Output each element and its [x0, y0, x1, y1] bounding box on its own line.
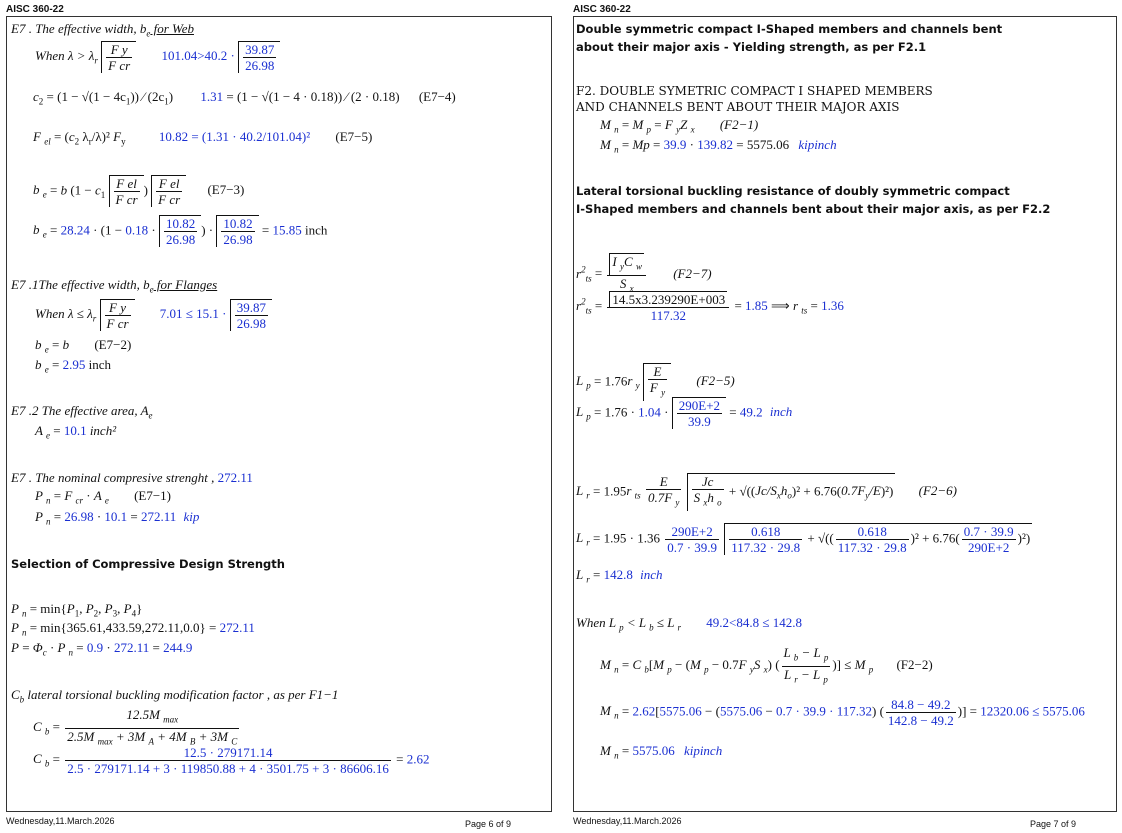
lr-formula: L $_r$ = 1.95r $_{ts}$ $\frac{E}{0.7F _y}$ $\frac{Jc}{S _xh _o}$ + $√((Jc/S_xh_o)^2 + 6.76(0.7F_y/E)^2)$ (F2−6) — [576, 473, 957, 511]
flange-title: E7 .1The effective width, $b_e$ for Flanges — [11, 277, 218, 295]
c2-equation: $c_2 = (1 - √(1 - 4c_1))$ ⁄ $(2c_1) 1.31 = (1 - √(1 - 4 \cdot 0.18))$ ⁄ (2 · 0.18) (E7−4) — [33, 89, 456, 107]
cb-formula: C $_b$ = 12.5M $_{max}$ 2.5M $_{max}$ + 3M $_A$ + 4M $_B$ + 3M $_C$ — [33, 707, 238, 747]
pn-formula: P $_n$ = F $_{cr}$ · A $_e$ (E7−1) — [35, 488, 172, 506]
yield-title-1: Double symmetric compact I-Shaped members and channels bent — [576, 22, 1003, 36]
mn-mp-formula: M $_n$ = M $_p$ = F $_y$Z $_x$ (F2−1) — [600, 117, 759, 135]
left-footer-page: Page 6 of 9 — [465, 819, 512, 829]
right-page-header: AISC 360-22 — [573, 4, 631, 15]
when-lp-lr: When L $_p$ < L $_b$ ≤ L $_r$ 49.2<84.8 ≤ 142.8 — [576, 615, 803, 633]
right-footer-page: Page 7 of 9 — [1030, 819, 1077, 829]
right-page — [573, 16, 1117, 812]
right-footer-date: Wednesday,11.March.2026 — [573, 816, 682, 826]
web-title: E7 . The effective width, $b_e$ for Web — [11, 21, 194, 39]
rts-value: $r^2_{ts}$ = $\frac{14.5x3.239290E+003}{117.32}$ = 1.85 ⟹ r $_{ts}$ = 1.36 — [576, 292, 844, 323]
fel-equation: F $_{el} = (c_2$ $\lambda_r/\lambda)^2$ $F_y$ 10.82 = (1.31 · 40.2/101.04)² (E7−5) — [33, 129, 373, 147]
selection-title: Selection of Compressive Design Strength — [11, 557, 285, 571]
pn-value: P $_n$ = 26.98 · 10.1 = 272.11 kip — [35, 509, 200, 527]
pmin-formula: P $_n = \min\{P_1$, $P_2$, $P_3$, $P_4$} — [11, 601, 143, 619]
lp-formula: L $_p$ = 1.76r $_y$ $\frac{E}{F _y}$ (F2−5) — [576, 363, 735, 401]
when-condition: When $\lambda > \lambda_r$ $\frac{\text{F y}}{\text{F cr}}$ 101.04>40.2 · $\frac{39.87}{26.98}$ — [35, 41, 280, 73]
yield-title-2: about their major axis - Yielding strength, as per F2.1 — [576, 40, 927, 54]
ltb-title-2: I-Shaped members and channels bent about their major axis, as per F2.2 — [576, 202, 1051, 216]
left-page — [6, 16, 552, 812]
be2-value: b $_e$ = 2.95 inch — [35, 357, 111, 375]
phi-value: $P = \Phi_c \cdot P$ $_n$ = 0.9 · 272.11 = 244.9 — [11, 640, 193, 658]
f2-heading-1: F2. DOUBLE SYMETRIC COMPACT I SHAPED MEMBERS — [576, 84, 933, 98]
cb-value: C $_b$ = $\frac{12.5 \cdot 279171.14}{2.5 \cdot 279171.14 + 3 \cdot 119850.88 + 4 \cdot 3501.75 + 3 \cdot 86606.16}$ = 2.62 — [33, 745, 430, 776]
cb-title: $C_b$ lateral torsional buckling modification factor , as per F1−1 — [11, 687, 339, 705]
be-value: b $_e$ = 28.24 · (1 − 0.18 · $\frac{10.82}{26.98}$ ) · $\frac{10.82}{26.98}$ = 15.85 inch — [33, 216, 328, 247]
mn-ltb-value: M $_n$ = 2.62[5575.06 − (5575.06 − 0.7 · 39.9 · 117.32) ( $\frac{84.8 - 49.2}{142.8 - 49.2}$ )] = 12320.06 ≤ 5575.06 — [600, 697, 1085, 728]
flange-condition: When $\lambda \le \lambda_r$ $\frac{\text{F y}}{\text{F cr}}$ 7.01 ≤ 15.1 · $\frac{39.87}{26.98}$ — [35, 299, 272, 331]
area-value: A $_e$ = 10.1 inch² — [35, 423, 117, 441]
ltb-title-1: Lateral torsional buckling resistance of doubly symmetric compact — [576, 184, 1010, 198]
lr-value: L $_r$ = 1.95 · 1.36 $\frac{290E+2}{0.7 \cdot 39.9}$ $\frac{0.618}{117.32 \cdot 29.8}$ + √(( $\frac{0.618}{117.32 \cdot 29.8}$ )² + 6.76( $\frac{0.7 \cdot 39.9}{290E+2}$ )²) — [576, 524, 1031, 555]
lr-result: L $_r$ = 142.8 inch — [576, 567, 663, 585]
nominal-title: E7 . The nominal compresive strenght , 272.11 — [11, 470, 253, 485]
left-page-header: AISC 360-22 — [6, 4, 64, 15]
mn-ltb-formula: M $_n$ = C $_b$[M $_p$ − (M $_p$ − 0.7F $_y$S $_x$) ( $\frac{L _b - L _p}{L _r - L _p}$ )] ≤ M $_p$ (F2−2) — [600, 645, 933, 685]
lp-value: L $_p$ = 1.76 · 1.04 · $\frac{290E+2}{39.9}$ = 49.2 inch — [576, 398, 793, 429]
left-footer-date: Wednesday,11.March.2026 — [6, 816, 115, 826]
pmin-value: P $_n$ = min{365.61,433.59,272.11,0.0} = 272.11 — [11, 620, 255, 638]
area-title: E7 .2 The effective area, $A_e$ — [11, 403, 153, 421]
rts-formula: $r^2_{ts}$ = $\frac{I _yC _w}{S _x}$ (F2−7) — [576, 254, 712, 294]
mn-mp-value: M $_n$ = Mp = 39.9 · 139.82 = 5575.06 kipinch — [600, 137, 837, 155]
mn-final: M $_n$ = 5575.06 kipinch — [600, 743, 723, 761]
be-formula: b $_e$ = b ($1 - c_1$ $\frac{\text{F el}}{\text{F cr}}$ ) $\frac{\text{F el}}{\text{F cr}}$ (E7−3) — [33, 176, 245, 207]
be-equals-b: b $_e$ = b (E7−2) — [35, 337, 132, 355]
f2-heading-2: AND CHANNELS BENT ABOUT THEIR MAJOR AXIS — [576, 100, 900, 114]
